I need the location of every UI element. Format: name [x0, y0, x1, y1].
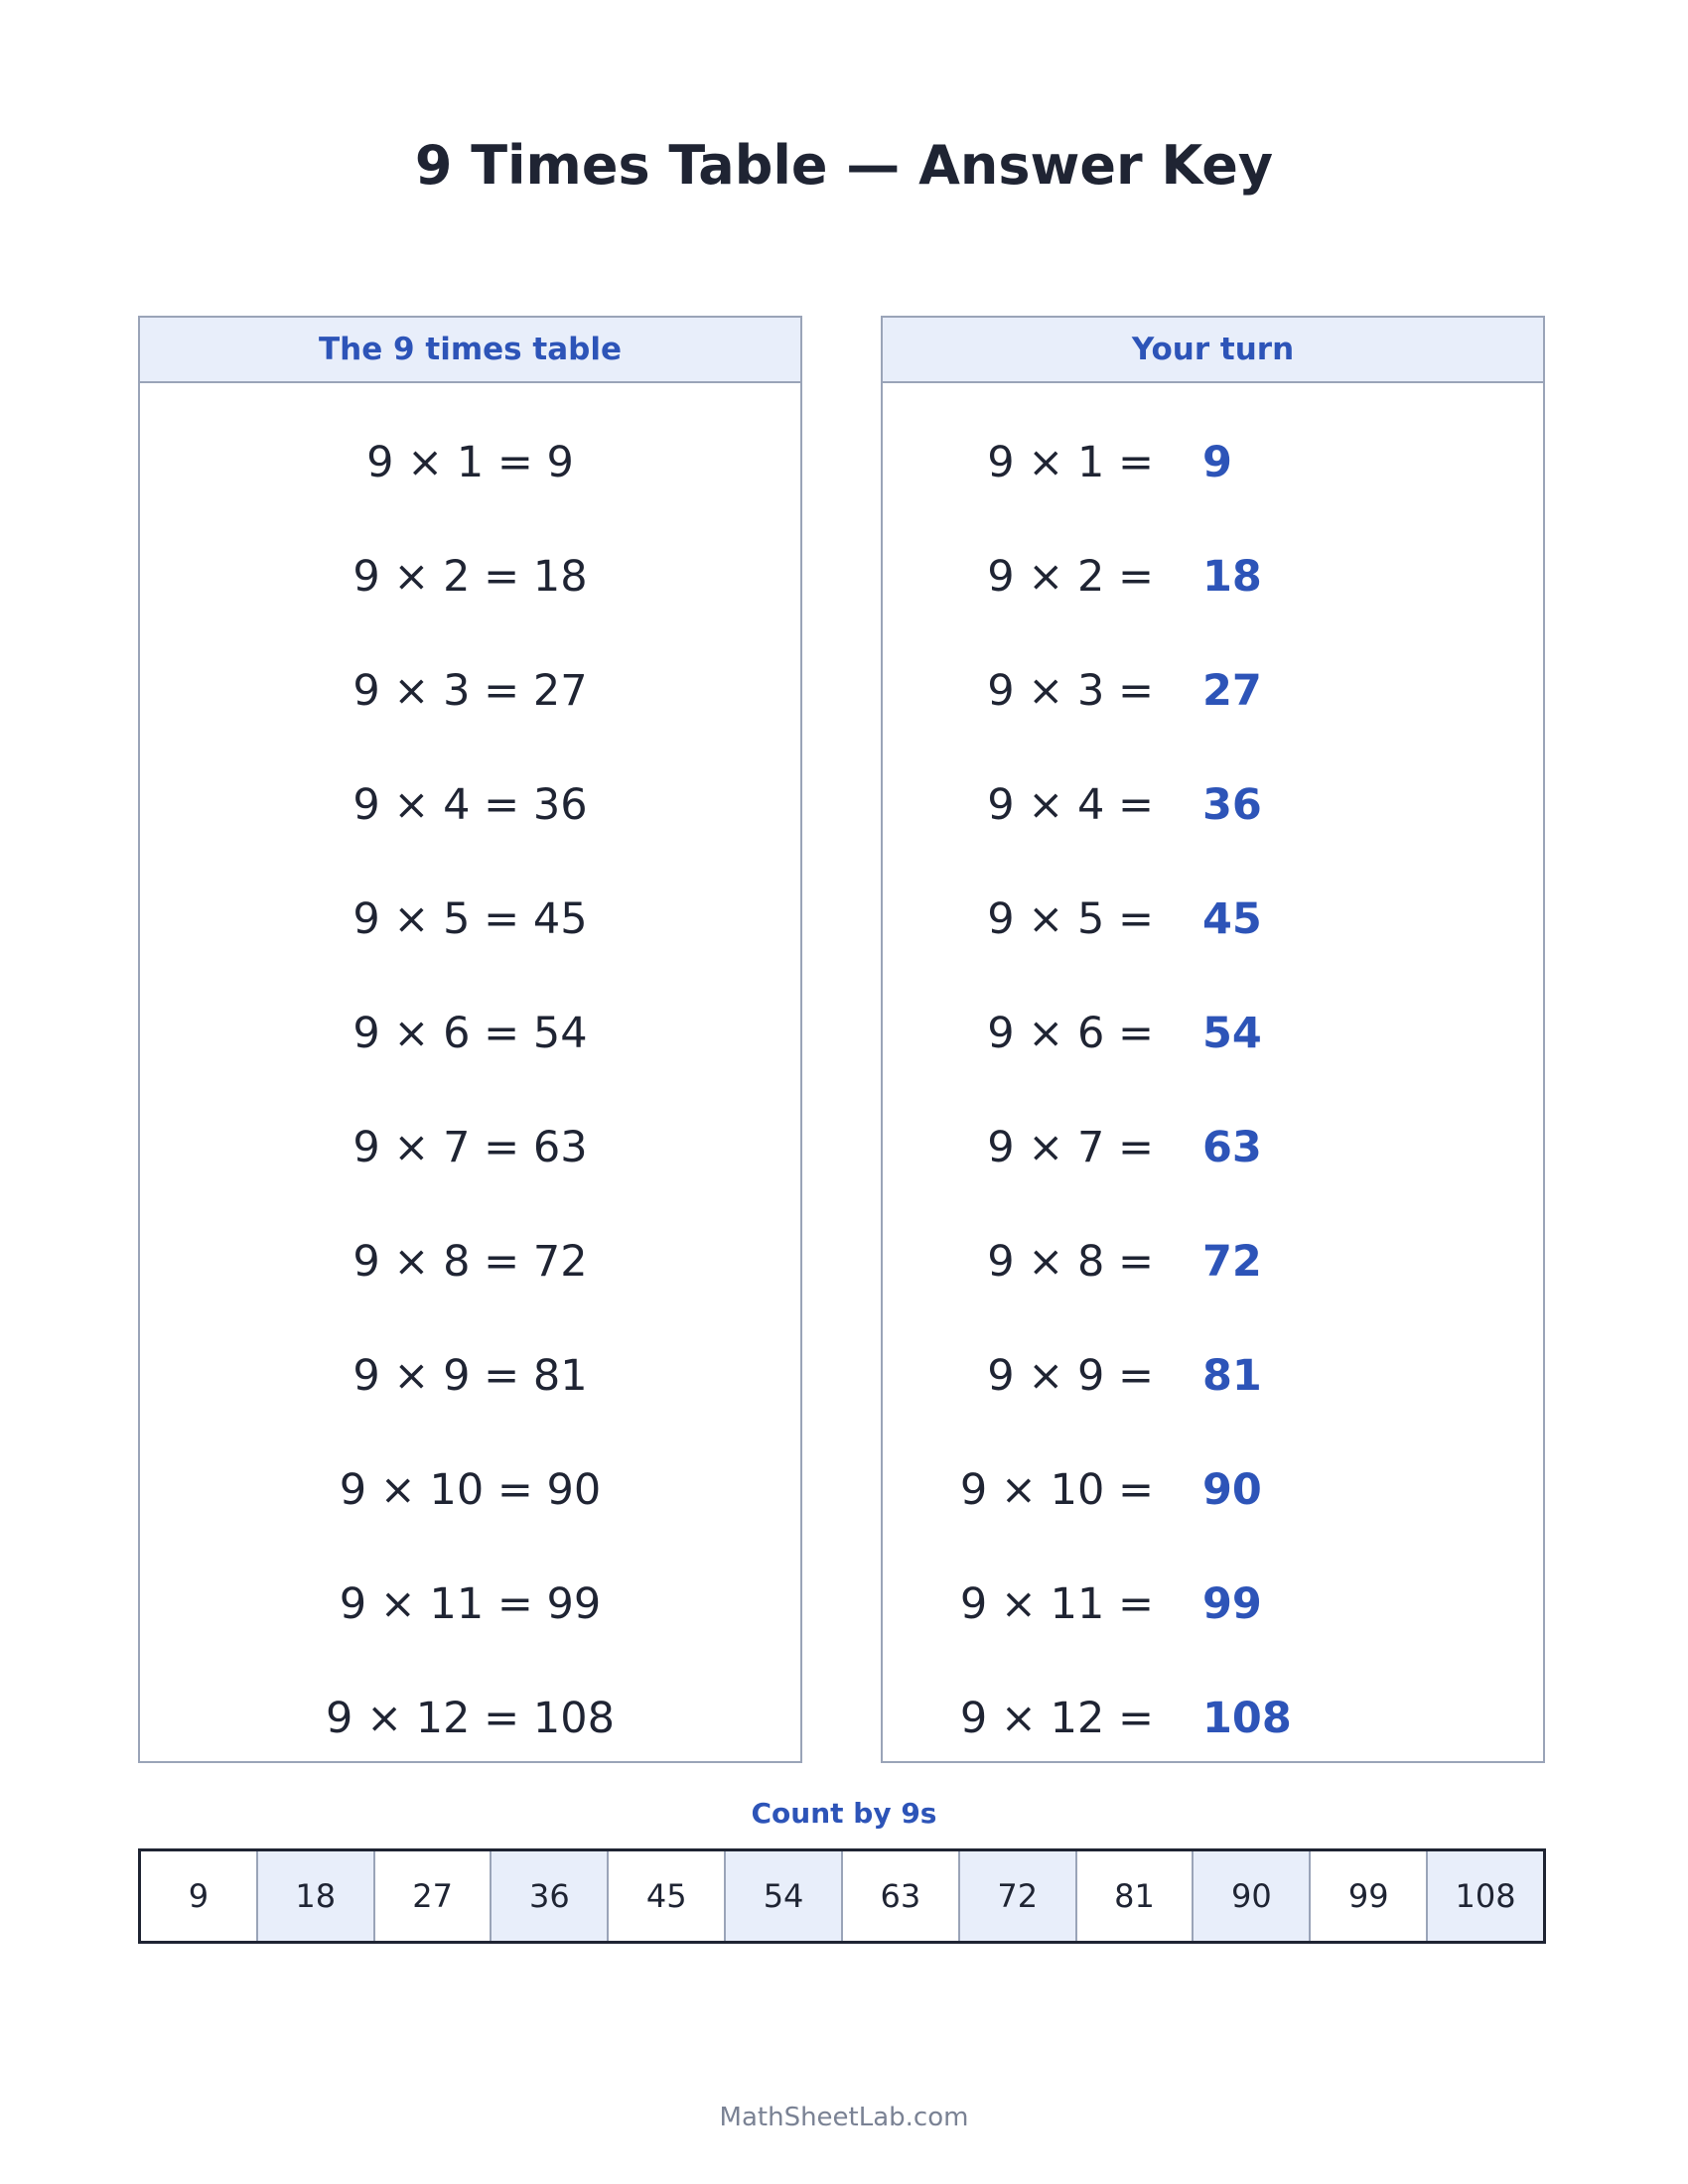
- count-cell: 99: [1311, 1851, 1428, 1941]
- practice-answer: 99: [1202, 1579, 1262, 1629]
- practice-question: 9 × 2 =: [987, 552, 1154, 602]
- count-cell: 54: [726, 1851, 843, 1941]
- table-row: 9 × 6 = 54: [352, 1009, 588, 1058]
- count-cell: 45: [609, 1851, 726, 1941]
- count-by-strip: [138, 1848, 1546, 1944]
- table-row: 9 × 1 = 9: [366, 438, 574, 487]
- practice-row: [883, 661, 1543, 721]
- table-row: 9 × 11 = 99: [339, 1579, 602, 1629]
- footer-site: MathSheetLab.com: [719, 2103, 969, 2132]
- table-row: 9 × 3 = 27: [352, 666, 588, 716]
- practice-row: [883, 433, 1543, 492]
- practice-answer: 72: [1202, 1237, 1262, 1287]
- practice-row: [883, 1689, 1543, 1748]
- practice-answer: 108: [1202, 1694, 1292, 1743]
- practice-question: 9 × 5 =: [987, 894, 1154, 944]
- practice-question: 9 × 9 =: [987, 1351, 1154, 1401]
- practice-question: 9 × 7 =: [987, 1123, 1154, 1172]
- practice-question: 9 × 1 =: [987, 438, 1154, 487]
- practice-row: [883, 1460, 1543, 1520]
- count-cell: 63: [843, 1851, 960, 1941]
- practice-question: 9 × 8 =: [987, 1237, 1154, 1287]
- practice-row: [883, 775, 1543, 835]
- page-title: 9 Times Table — Answer Key: [414, 134, 1274, 197]
- practice-row: [883, 1004, 1543, 1063]
- table-row: 9 × 9 = 81: [352, 1351, 588, 1401]
- table-row: 9 × 8 = 72: [352, 1237, 588, 1287]
- count-by-label: Count by 9s: [751, 1797, 937, 1830]
- practice-row: [883, 1232, 1543, 1292]
- practice-question: 9 × 4 =: [987, 780, 1154, 830]
- count-cell: 36: [492, 1851, 609, 1941]
- count-cell: 9: [141, 1851, 258, 1941]
- practice-answer: 81: [1202, 1351, 1262, 1401]
- practice-answer: 90: [1202, 1465, 1262, 1515]
- practice-row: [883, 1346, 1543, 1406]
- practice-question: 9 × 3 =: [987, 666, 1154, 716]
- practice-answer: 36: [1202, 780, 1262, 830]
- times-table-panel: [138, 316, 802, 1763]
- count-cell: 18: [258, 1851, 375, 1941]
- practice-question: 9 × 10 =: [959, 1465, 1154, 1515]
- times-table-header: The 9 times table: [140, 318, 800, 383]
- count-cell: 90: [1194, 1851, 1311, 1941]
- count-cell: 81: [1077, 1851, 1195, 1941]
- practice-answer: 27: [1202, 666, 1262, 716]
- practice-answer: 54: [1202, 1009, 1262, 1058]
- practice-row: [883, 1118, 1543, 1177]
- table-row: 9 × 10 = 90: [339, 1465, 602, 1515]
- practice-row: [883, 889, 1543, 949]
- practice-question: 9 × 12 =: [959, 1694, 1154, 1743]
- table-row: 9 × 7 = 63: [352, 1123, 588, 1172]
- table-row: 9 × 2 = 18: [352, 552, 588, 602]
- table-row: 9 × 5 = 45: [352, 894, 588, 944]
- count-cell: 27: [375, 1851, 492, 1941]
- practice-question: 9 × 11 =: [959, 1579, 1154, 1629]
- table-row: 9 × 4 = 36: [352, 780, 588, 830]
- your-turn-header: Your turn: [883, 318, 1543, 383]
- practice-row: [883, 1574, 1543, 1634]
- count-cell: 72: [960, 1851, 1077, 1941]
- practice-answer: 9: [1202, 438, 1232, 487]
- practice-answer: 45: [1202, 894, 1262, 944]
- practice-answer: 18: [1202, 552, 1262, 602]
- table-row: 9 × 12 = 108: [326, 1694, 615, 1743]
- your-turn-panel: [881, 316, 1545, 1763]
- practice-answer: 63: [1202, 1123, 1262, 1172]
- count-cell: 108: [1428, 1851, 1543, 1941]
- practice-row: [883, 547, 1543, 607]
- practice-question: 9 × 6 =: [987, 1009, 1154, 1058]
